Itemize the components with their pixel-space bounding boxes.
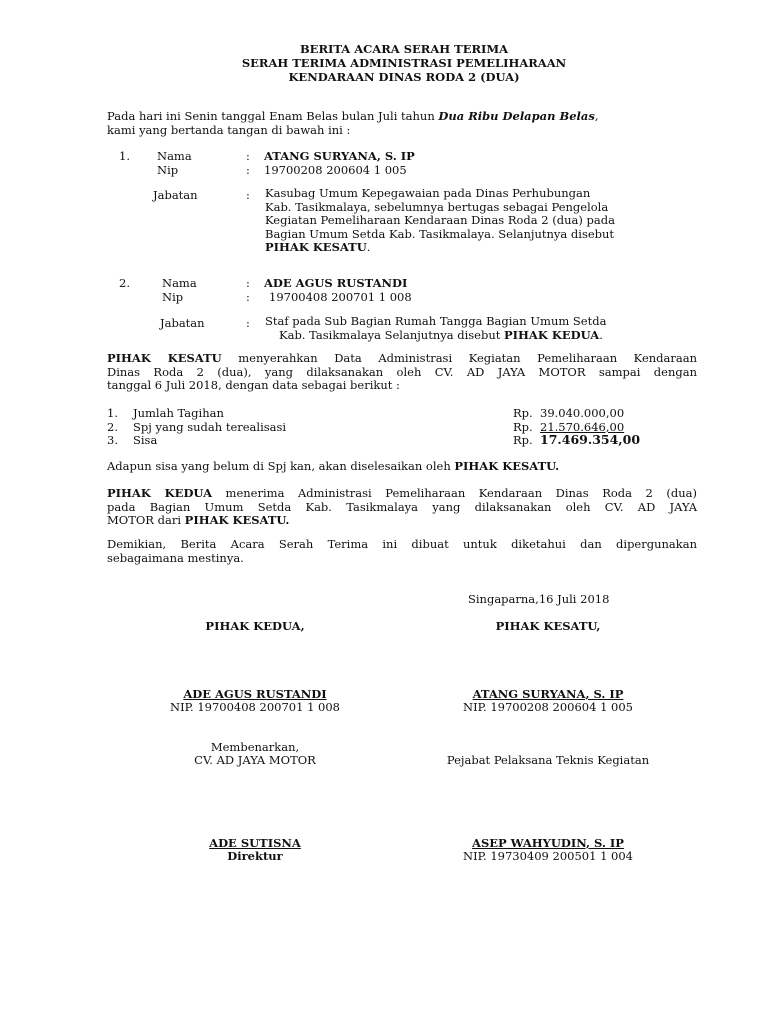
party2-nip-colon: : bbox=[246, 290, 250, 304]
party1-nip-label: Nip bbox=[157, 163, 179, 177]
party2-name-label: Nama bbox=[162, 276, 197, 290]
right-signatory-name: ATANG SURYANA, S. IP bbox=[472, 687, 624, 701]
amount-currency: Rp. bbox=[513, 433, 533, 447]
intro-line-2: kami yang bertanda tangan di bawah ini : bbox=[107, 123, 351, 137]
party1-jabatan-line: Kab. Tasikmalaya, sebelumnya bertugas sebagai Pengelola bbox=[265, 199, 609, 214]
para3-line1: menerima Administrasi Pemeliharaan Kendaraan Dinas Roda 2 (dua) bbox=[212, 486, 697, 500]
party2-designation: PIHAK KEDUA bbox=[504, 327, 600, 342]
party1-designation-end: . bbox=[366, 240, 371, 254]
amount-value: 39.040.000,00 bbox=[540, 406, 625, 420]
director-title: Direktur bbox=[227, 849, 283, 863]
left-signatory-name: ADE AGUS RUSTANDI bbox=[183, 687, 327, 701]
doc-title-line-3: KENDARAAN DINAS RODA 2 (DUA) bbox=[288, 70, 520, 84]
para3-lead: PIHAK KEDUA bbox=[107, 486, 213, 500]
closing-paragraph bbox=[107, 538, 697, 565]
party1-nip-value: 19700208 200604 1 005 bbox=[264, 163, 407, 177]
party2-nip-value: 19700408 200701 1 008 bbox=[269, 290, 412, 304]
left-signatory-nip: NIP. 19700408 200701 1 008 bbox=[170, 700, 340, 714]
party2-jabatan-line: Kab. Tasikmalaya Selanjutnya disebut bbox=[279, 327, 505, 342]
party1-designation: PIHAK KESATU bbox=[265, 240, 367, 254]
amount-value: 21.570.646,00 bbox=[540, 420, 625, 434]
intro-prefix: Pada hari ini Senin tanggal Enam Belas bulan Juli tahun bbox=[107, 109, 439, 123]
party2-jabatan-text bbox=[265, 315, 671, 342]
party1-number: 1. bbox=[119, 149, 130, 163]
director-name: ADE SUTISNA bbox=[209, 836, 301, 850]
verify-company: CV. AD JAYA MOTOR bbox=[194, 753, 316, 767]
amount-currency: Rp. bbox=[513, 420, 533, 434]
amount-label: Sisa bbox=[133, 433, 158, 447]
left-role: PIHAK KEDUA, bbox=[205, 619, 305, 633]
technical-role: Pejabat Pelaksana Teknis Kegiatan bbox=[446, 753, 650, 767]
amount-currency: Rp. bbox=[513, 406, 533, 420]
party2-designation-end: . bbox=[599, 327, 603, 342]
party1-jabatan-line: Bagian Umum Setda Kab. Tasikmalaya. Selanjutnya disebut bbox=[265, 226, 615, 241]
party1-name-colon: : bbox=[246, 149, 250, 163]
party1-jabatan-label: Jabatan bbox=[153, 188, 198, 202]
intro-year-words: Dua Ribu Delapan Belas bbox=[438, 109, 595, 123]
party1-jabatan-line: Kegiatan Pemeliharaan Kendaraan Dinas Roda 2 (dua) pada bbox=[265, 213, 615, 227]
para4-line1: Demikian, Berita Acara Serah Terima ini dibuat untuk diketahui dan dipergunakan bbox=[107, 537, 697, 551]
para1-lead: PIHAK KESATU bbox=[107, 351, 222, 365]
amount-label: Jumlah Tagihan bbox=[133, 406, 224, 420]
party1-name-value: ATANG SURYANA, S. IP bbox=[264, 149, 415, 163]
amount-number: 1. bbox=[107, 406, 118, 420]
para3-line2: pada Bagian Umum Setda Kab. Tasikmalaya yang dilaksanakan oleh CV. AD JAYA bbox=[107, 499, 697, 514]
party1-name-label: Nama bbox=[157, 149, 192, 163]
receive-paragraph bbox=[107, 487, 697, 528]
party2-name-colon: : bbox=[246, 276, 250, 290]
para2-text: Adapun sisa yang belum di Spj kan, akan diselesaikan oleh bbox=[107, 459, 455, 473]
amount-number: 2. bbox=[107, 420, 118, 434]
para3-line3: MOTOR dari bbox=[107, 513, 185, 527]
party2-jabatan-label: Jabatan bbox=[160, 316, 205, 330]
verify-label: Membenarkan, bbox=[210, 740, 300, 754]
party2-nip-label: Nip bbox=[162, 290, 184, 304]
tech-signatory-nip: NIP. 19730409 200501 1 004 bbox=[463, 849, 633, 863]
party1-jabatan-line: Kasubag Umum Kepegawaian pada Dinas Perhubungan bbox=[265, 186, 591, 200]
doc-title-line-2: SERAH TERIMA ADMINISTRASI PEMELIHARAAN bbox=[241, 56, 567, 70]
remaining-paragraph bbox=[107, 459, 559, 473]
para1-line1: menyerahkan Data Administrasi Kegiatan Pemeliharaan Kendaraan bbox=[221, 351, 697, 365]
amount-number: 3. bbox=[107, 433, 118, 447]
right-signatory-nip: NIP. 19700208 200604 1 005 bbox=[463, 700, 633, 714]
party2-jabatan-line: Staf pada Sub Bagian Rumah Tangga Bagian Umum Setda bbox=[265, 314, 607, 328]
party1-nip-colon: : bbox=[246, 163, 250, 177]
para1-line2: Dinas Roda 2 (dua), yang dilaksanakan oleh CV. AD JAYA MOTOR sampai dengan bbox=[107, 364, 697, 379]
handover-paragraph bbox=[107, 352, 697, 393]
place-date: Singaparna,16 Juli 2018 bbox=[468, 592, 610, 606]
party1-jabatan-text bbox=[265, 187, 671, 255]
party2-jabatan-colon: : bbox=[246, 316, 250, 330]
right-role: PIHAK KESATU, bbox=[495, 619, 601, 633]
para1-line3: tanggal 6 Juli 2018, dengan data sebagai berikut : bbox=[107, 378, 400, 392]
tech-signatory-name: ASEP WAHYUDIN, S. IP bbox=[472, 836, 624, 850]
intro-line-1 bbox=[107, 109, 598, 123]
para2-bold: PIHAK KESATU. bbox=[454, 459, 560, 473]
party1-jabatan-colon: : bbox=[246, 188, 250, 202]
party2-number: 2. bbox=[119, 276, 130, 290]
para3-line3-bold: PIHAK KESATU. bbox=[184, 513, 290, 527]
para4-line2: sebagaimana mestinya. bbox=[107, 550, 244, 565]
amount-label: Spj yang sudah terealisasi bbox=[133, 420, 287, 434]
doc-title-line-1: BERITA ACARA SERAH TERIMA bbox=[299, 42, 509, 56]
intro-suffix: , bbox=[594, 109, 599, 123]
amount-value-remaining: 17.469.354,00 bbox=[540, 432, 641, 447]
party2-name-value: ADE AGUS RUSTANDI bbox=[264, 276, 408, 290]
